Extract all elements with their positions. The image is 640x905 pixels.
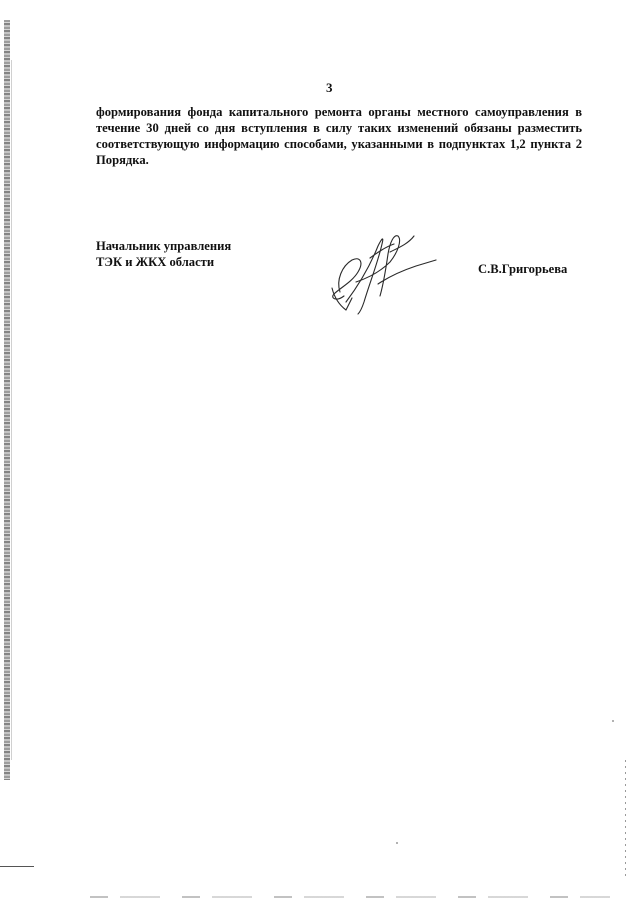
- handwritten-signature: [318, 222, 448, 322]
- signatory-position: [96, 238, 231, 270]
- position-line-2: ТЭК и ЖКХ области: [96, 255, 215, 269]
- scan-right-artifact: [625, 760, 626, 880]
- scan-speck: [396, 842, 398, 844]
- signatory-name: С.В.Григорьева: [478, 262, 568, 276]
- position-line-1: Начальник управления: [96, 239, 232, 253]
- body-paragraph: формирования фонда капитального ремонта органы местного самоуправления в течение 30 дней со дня вступления в силу таких изменений обязаны разместить соответствующую информацию способами, указанными в подпунктах 1,2 пункта 2 Порядка.: [96, 105, 582, 167]
- scan-edge-line: [11, 60, 12, 760]
- scan-edge-artifact: [4, 20, 10, 780]
- scan-bottom-line: [0, 866, 34, 867]
- scan-speck: [612, 720, 614, 722]
- scan-bottom-artifact: [90, 896, 610, 898]
- page-number: 3: [326, 80, 333, 95]
